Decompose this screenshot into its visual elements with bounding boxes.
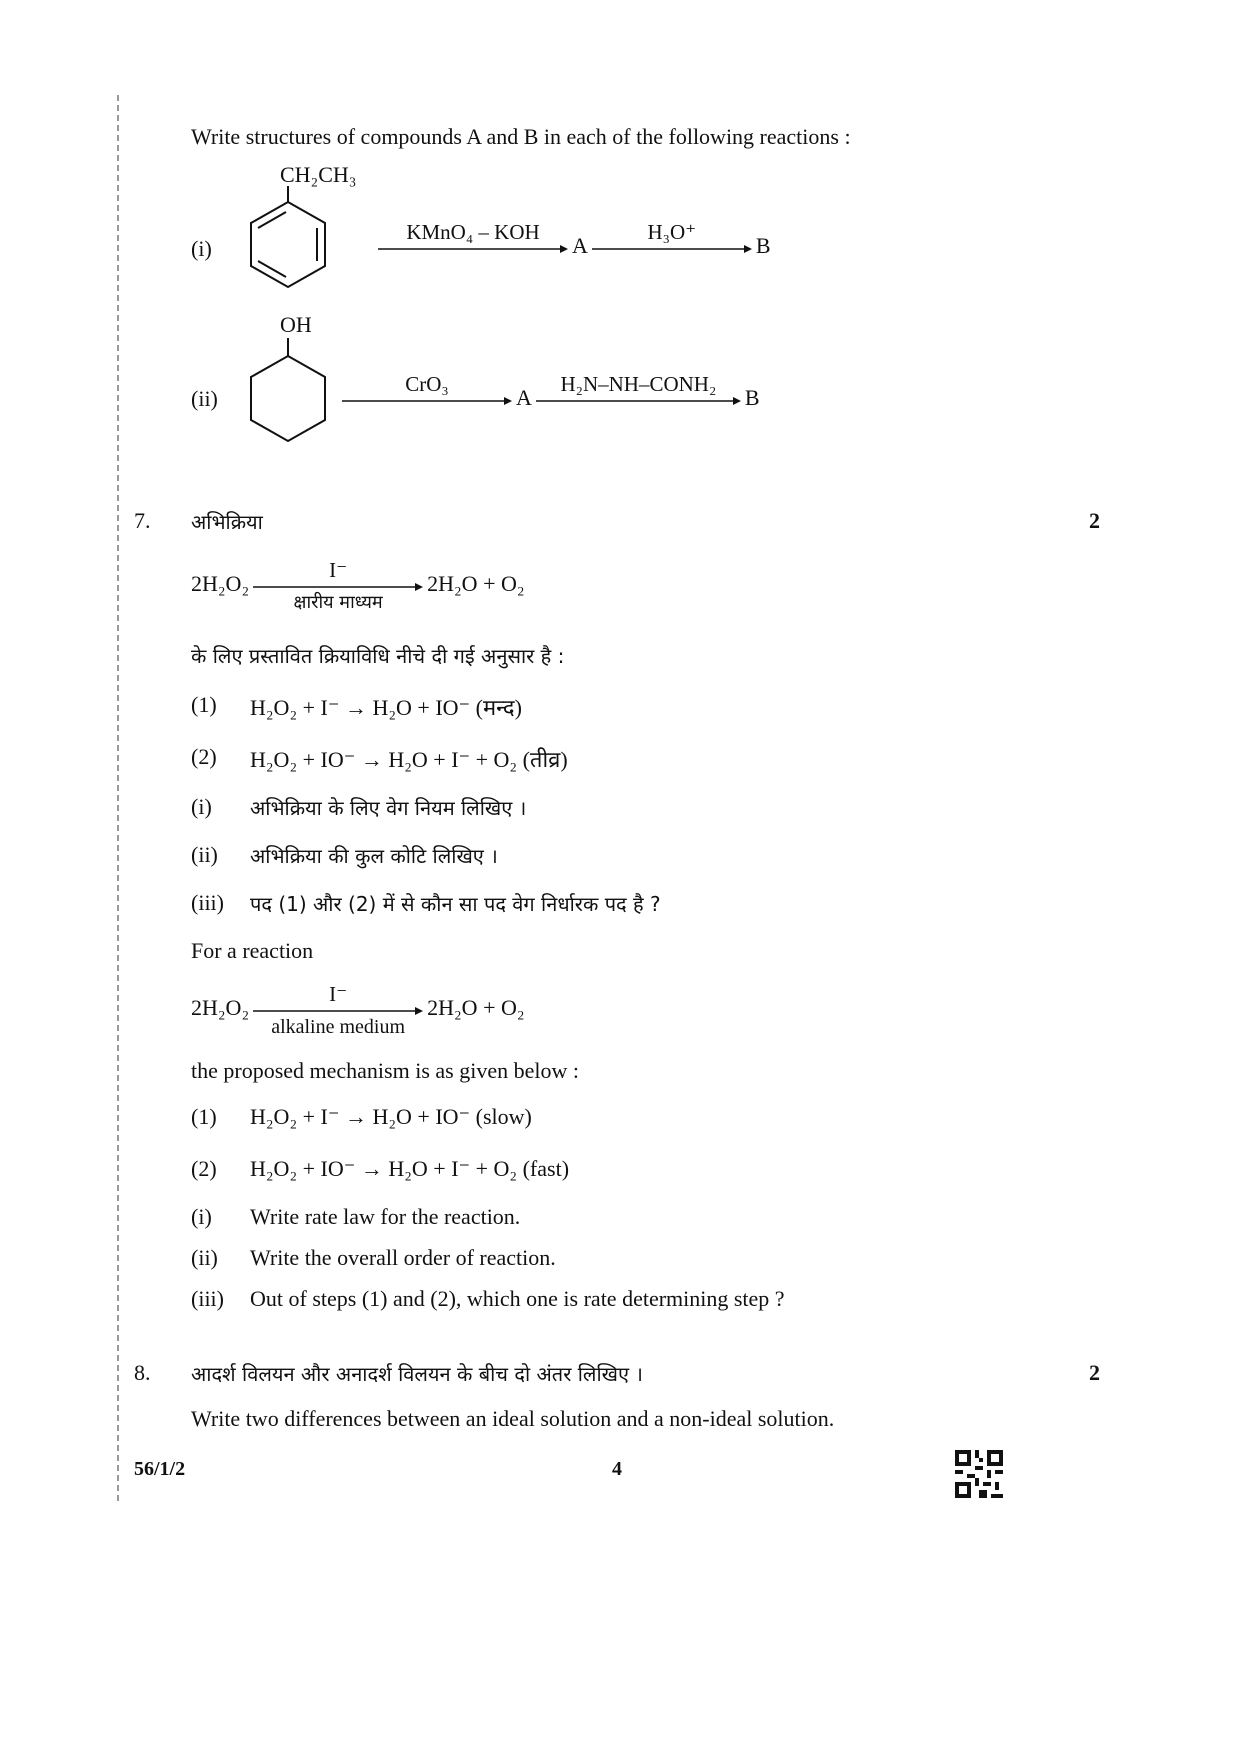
reaction-i-product-a: A xyxy=(572,233,588,258)
english-step-1: H₂O₂ + I⁻ → H₂O + IO⁻ (slow) xyxy=(250,1104,532,1129)
ethyl-substituent: CH₂CH₃ xyxy=(280,162,357,187)
reaction-i-label: (i) xyxy=(191,236,212,261)
question-8-hindi: आदर्श विलयन और अनादर्श विलयन के बीच दो अंतर लिखिए । xyxy=(191,1362,644,1386)
question-8-number: 8. xyxy=(134,1360,151,1385)
question-7-number: 7. xyxy=(134,508,151,533)
arrow-icon xyxy=(536,396,741,406)
question-8-marks: 2 xyxy=(1089,1360,1100,1385)
hindi-part-i: अभिक्रिया के लिए वेग नियम लिखिए । xyxy=(250,796,527,820)
reaction-ii-product-a: A xyxy=(516,385,532,410)
reaction-i-arrow-1 xyxy=(378,220,568,276)
question-6-intro: Write structures of compounds A and B in each of the following reactions : xyxy=(191,124,851,149)
hindi-step-2-number: (2) xyxy=(191,744,217,769)
question-7-english-title: For a reaction xyxy=(191,938,314,963)
english-step-2: H₂O₂ + IO⁻ → H₂O + I⁻ + O₂ (fast) xyxy=(250,1156,570,1181)
reaction-ii-product-b: B xyxy=(744,385,760,410)
reaction-ii-reagent-2: H₂N–NH–CONH₂ xyxy=(560,372,717,396)
english-part-i-number: (i) xyxy=(191,1204,212,1229)
reaction-i-arrow-2 xyxy=(592,220,752,276)
english-equation-product: 2H₂O + O₂ xyxy=(427,995,525,1020)
english-part-ii: Write the overall order of reaction. xyxy=(250,1245,556,1270)
arrow-icon xyxy=(592,244,752,254)
arrow-icon xyxy=(378,244,568,254)
reaction-ii-scheme xyxy=(338,370,760,426)
question-7-english-equation xyxy=(191,980,525,1036)
hindi-step-1: H₂O₂ + I⁻ → H₂O + IO⁻ (मन्द) xyxy=(250,695,522,720)
english-equation-reactant: 2H₂O₂ xyxy=(191,995,250,1020)
question-7-english-mechanism-intro: the proposed mechanism is as given below : xyxy=(191,1058,579,1083)
question-7-hindi-title: अभिक्रिया xyxy=(191,510,263,534)
hindi-equation-catalyst: I⁻ xyxy=(329,558,348,582)
reaction-ii-arrow-1 xyxy=(342,372,512,428)
page-number: 4 xyxy=(612,1458,622,1480)
english-step-1-number: (1) xyxy=(191,1104,217,1129)
reaction-i-reagent-2: H₃O⁺ xyxy=(647,220,697,244)
arrow-icon xyxy=(342,396,512,406)
reaction-i-scheme xyxy=(374,218,771,274)
question-8-english: Write two differences between an ideal solution and a non-ideal solution. xyxy=(191,1406,835,1431)
english-equation-condition: alkaline medium xyxy=(271,1016,406,1038)
cyclohexanol-ring-structure xyxy=(240,338,336,450)
hindi-equation-product: 2H₂O + O₂ xyxy=(427,571,525,596)
ethylbenzene-ring-structure xyxy=(240,186,336,296)
english-part-iii-number: (iii) xyxy=(191,1286,224,1311)
arrow-icon xyxy=(253,1006,423,1016)
hindi-part-i-number: (i) xyxy=(191,794,212,819)
arrow-icon xyxy=(253,582,423,592)
reaction-ii-label: (ii) xyxy=(191,386,218,411)
perforation-margin xyxy=(117,95,119,1505)
hindi-part-iii: पद (1) और (2) में से कौन सा पद वेग निर्धारक पद है ? xyxy=(250,892,661,916)
hindi-part-iii-number: (iii) xyxy=(191,890,224,915)
reaction-ii-arrow-2 xyxy=(536,372,741,428)
hindi-equation-reactant: 2H₂O₂ xyxy=(191,571,250,596)
hindi-equation-condition: क्षारीय माध्यम xyxy=(293,592,383,613)
english-part-iii: Out of steps (1) and (2), which one is rate determining step ? xyxy=(250,1286,785,1311)
question-7-hindi-equation xyxy=(191,556,525,612)
paper-code: 56/1/2 xyxy=(134,1458,186,1480)
hindi-part-ii: अभिक्रिया की कुल कोटि लिखिए । xyxy=(250,844,498,868)
hydroxyl-substituent: OH xyxy=(280,312,312,337)
question-7-hindi-mechanism-intro: के लिए प्रस्तावित क्रियाविधि नीचे दी गई अनुसार है : xyxy=(191,644,565,668)
english-equation-arrow xyxy=(253,982,423,1038)
hindi-step-1-number: (1) xyxy=(191,692,217,717)
hindi-step-2: H₂O₂ + IO⁻ → H₂O + I⁻ + O₂ (तीव्र) xyxy=(250,747,568,772)
english-equation-catalyst: I⁻ xyxy=(329,982,348,1006)
question-7-marks: 2 xyxy=(1089,508,1100,533)
reaction-ii-reagent-1: CrO₃ xyxy=(405,372,449,396)
hindi-equation-arrow xyxy=(253,558,423,614)
english-part-i: Write rate law for the reaction. xyxy=(250,1204,521,1229)
qr-code-icon xyxy=(955,1450,1003,1498)
english-part-ii-number: (ii) xyxy=(191,1245,218,1270)
reaction-i-product-b: B xyxy=(755,233,771,258)
hindi-part-ii-number: (ii) xyxy=(191,842,218,867)
english-step-2-number: (2) xyxy=(191,1156,217,1181)
reaction-i-reagent-1: KMnO₄ – KOH xyxy=(406,220,540,244)
